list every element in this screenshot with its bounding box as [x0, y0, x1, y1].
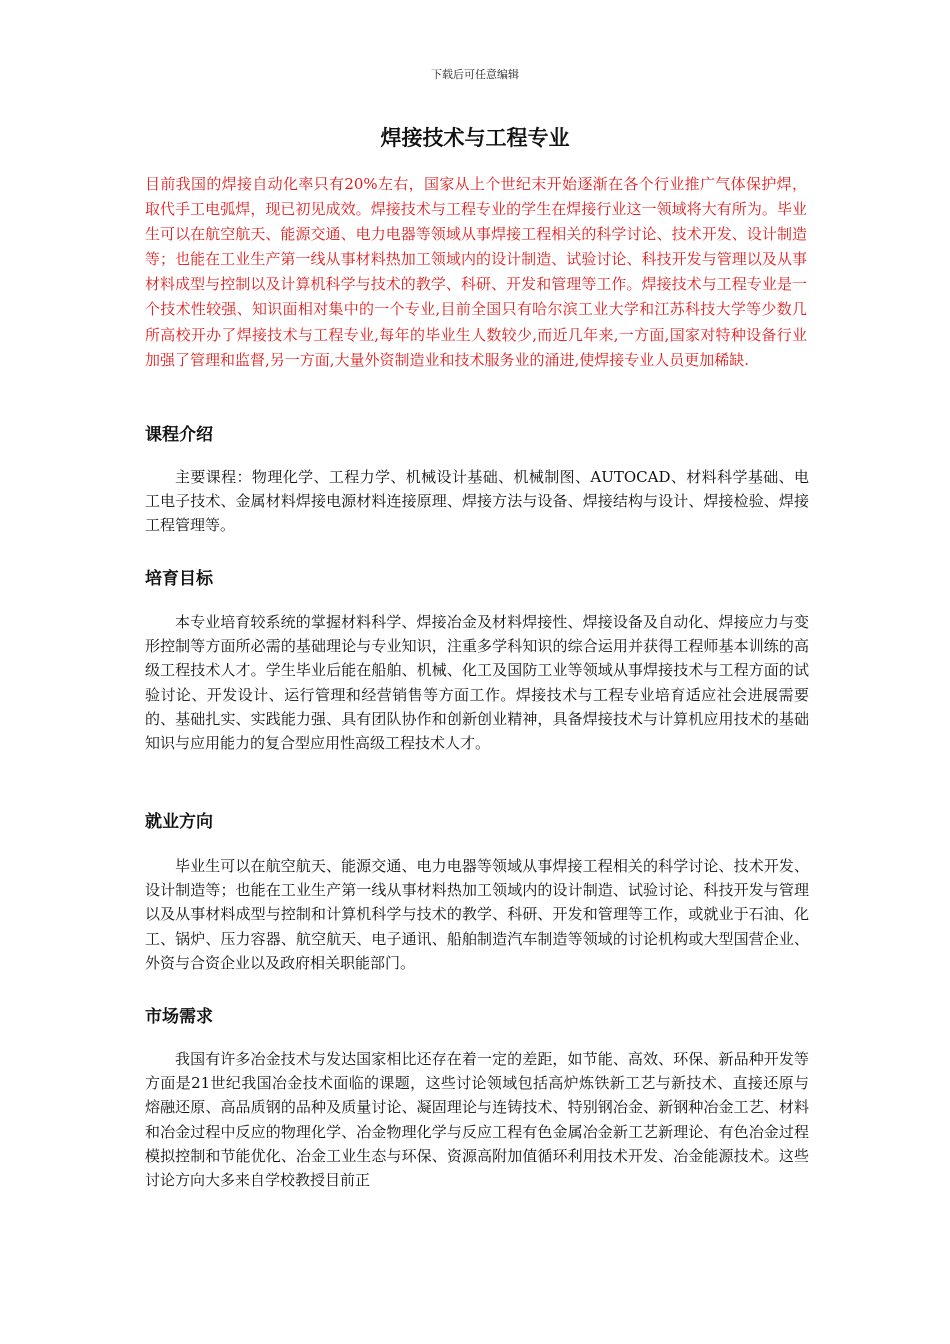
section-heading-market: 市场需求 — [145, 1007, 213, 1027]
page-title: 焊接技术与工程专业 — [380, 126, 570, 150]
section-body-market: 我国有许多冶金技术与发达国家相比还存在着一定的差距，如节能、高效、环保、新品种开发等方面是21世纪我国冶金技术面临的课题，这些讨论领域包括高炉炼铁新工艺与新技术、直接还原与熔融还原、高品质钢的品种及质量讨论、凝固理论与连铸技术、特别钢冶金、新钢种冶金工艺、材料和冶金过程中反应的物理化学、冶金物理化学与反应工程有色金属冶金新工艺新理论、有色冶金过程模拟控制和节能优化、冶金工业生态与环保、资源高附加值循环利用技术开发、冶金能源技术。这些讨论方向大多来自学校教授目前正 — [145, 1050, 809, 1190]
section-body-courses: 主要课程：物理化学、工程力学、机械设计基础、机械制图、AUTOCAD、材料科学基础、电工电子技术、金属材料焊接电源材料连接原理、焊接方法与设备、焊接结构与设计、焊接检验、焊接工程管理等。 — [145, 468, 809, 535]
section-heading-courses: 课程介绍 — [145, 425, 213, 445]
header-note: 下载后可任意编辑 — [431, 68, 519, 81]
section-body-employment: 毕业生可以在航空航天、能源交通、电力电器等领域从事焊接工程相关的科学讨论、技术开发、设计制造等；也能在工业生产第一线从事材料热加工领域内的设计制造、试验讨论、科技开发与管理以及从事材料成型与控制和计算机科学与技术的教学、科研、开发和管理等工作，或就业于石油、化工、锅炉、压力容器、航空航天、电子通讯、船舶制造汽车制造等领域的讨论机构或大型国营企业、外资与合资企业以及政府相关职能部门。 — [145, 857, 809, 972]
section-body-goals: 本专业培育较系统的掌握材料科学、焊接冶金及材料焊接性、焊接设备及自动化、焊接应力与变形控制等方面所必需的基础理论与专业知识，注重多学科知识的综合运用并获得工程师基本训练的高级工程技术人才。学生毕业后能在船舶、机械、化工及国防工业等领域从事焊接技术与工程方面的试验讨论、开发设计、运行管理和经营销售等方面工作。焊接技术与工程专业培育适应社会进展需要的、基础扎实、实践能力强、具有团队协作和创新创业精神，具备焊接技术与计算机应用技术的基础知识与应用能力的复合型应用性高级工程技术人才。 — [145, 613, 809, 753]
section-heading-employment: 就业方向 — [145, 812, 213, 832]
section-heading-goals: 培育目标 — [145, 569, 213, 589]
intro-paragraph: 目前我国的焊接自动化率只有20%左右，国家从上个世纪末开始逐渐在各个行业推广气体保护焊，取代手工电弧焊，现已初见成效。焊接技术与工程专业的学生在焊接行业这一领域将大有所为。毕业生可以在航空航天、能源交通、电力电器等领域从事焊接工程相关的科学讨论、技术开发、设计制造等；也能在工业生产第一线从事材料热加工领域内的设计制造、试验讨论、科技开发与管理以及从事材料成型与控制以及计算机科学与技术的教学、科研、开发和管理等工作。焊接技术与工程专业是一个技术性较强、知识面相对集中的一个专业,目前全国只有哈尔滨工业大学和江苏科技大学等少数几所高校开办了焊接技术与工程专业,每年的毕业生人数较少,而近几年来,一方面,国家对特种设备行业加强了管理和监督,另一方面,大量外资制造业和技术服务业的涌进,使焊接专业人员更加稀缺. — [145, 175, 807, 369]
